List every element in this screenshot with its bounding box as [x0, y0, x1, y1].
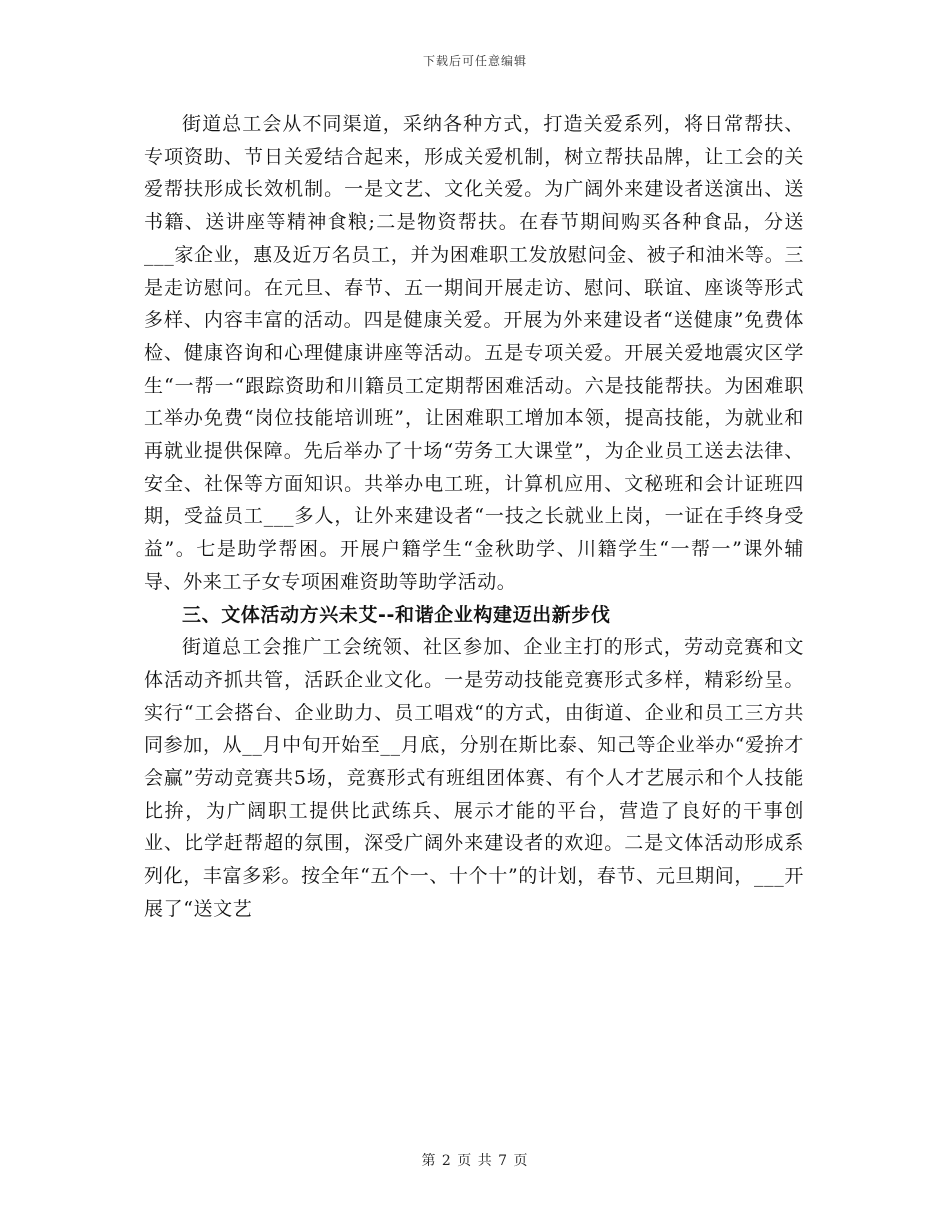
section-heading: 三、文体活动方兴未艾--和谐企业构建迈出新步伐	[182, 603, 611, 626]
page-header: 下载后可任意编辑	[422, 54, 527, 68]
body-paragraph: 街道总工会从不同渠道，采纳各种方式，打造关爱系列，将日常帮扶、专项资助、节日关爱结合起来，形成关爱机制，树立帮扶品牌，让工会的关爱帮扶形成长效机制。一是文艺、文化关爱。为广阔外来建设者送演出、送书籍、送讲座等精神食粮;二是物资帮扶。在春节期间购买各种食品，分送___家企业，惠及近万名员工，并为困难职工发放慰问金、被子和油米等。三是走访慰问。在元旦、春节、五一期间开展走访、慰问、联谊、座谈等形式多样、内容丰富的活动。四是健康关爱。开展为外来建设者“送健康”免费体检、健康咨询和心理健康讲座等活动。五是专项关爱。开展关爱地震灾区学生“一帮一“跟踪资助和川籍员工定期帮困难活动。六是技能帮扶。为困难职工举办免费“岗位技能培训班”，让困难职工增加本领，提高技能，为就业和再就业提供保障。先后举办了十场“劳务工大课堂”，为企业员工送去法律、安全、社保等方面知识。共举办电工班，计算机应用、文秘班和会计证班四期，受益员工___多人，让外来建设者“一技之长就业上岗，一证在手终身受益”。七是助学帮困。开展户籍学生“金秋助学、川籍学生“一帮一”课外辅导、外来工子女专项困难资助等助学活动。	[144, 113, 804, 593]
document-body	[144, 108, 804, 926]
body-paragraph: 街道总工会推广工会统领、社区参加、企业主打的形式，劳动竞赛和文体活动齐抓共管，活跃企业文化。一是劳动技能竞赛形式多样，精彩纷呈。实行“工会搭台、企业助力、员工唱戏“的方式，由街道、企业和员工三方共同参加，从__月中旬开始至__月底，分别在斯比泰、知己等企业举办“爱拚才会赢”劳动竞赛共5场，竞赛形式有班组团体赛、有个人才艺展示和个人技能比拚，为广阔职工提供比武练兵、展示才能的平台，营造了良好的干事创业、比学赶帮超的氛围，深受广阔外来建设者的欢迎。二是文体活动形成系列化，丰富多彩。按全年“五个一、十个十”的计划，春节、元旦期间，___开展了“送文艺	[144, 636, 804, 920]
page-footer: 第 2 页 共 7 页	[421, 1153, 529, 1169]
